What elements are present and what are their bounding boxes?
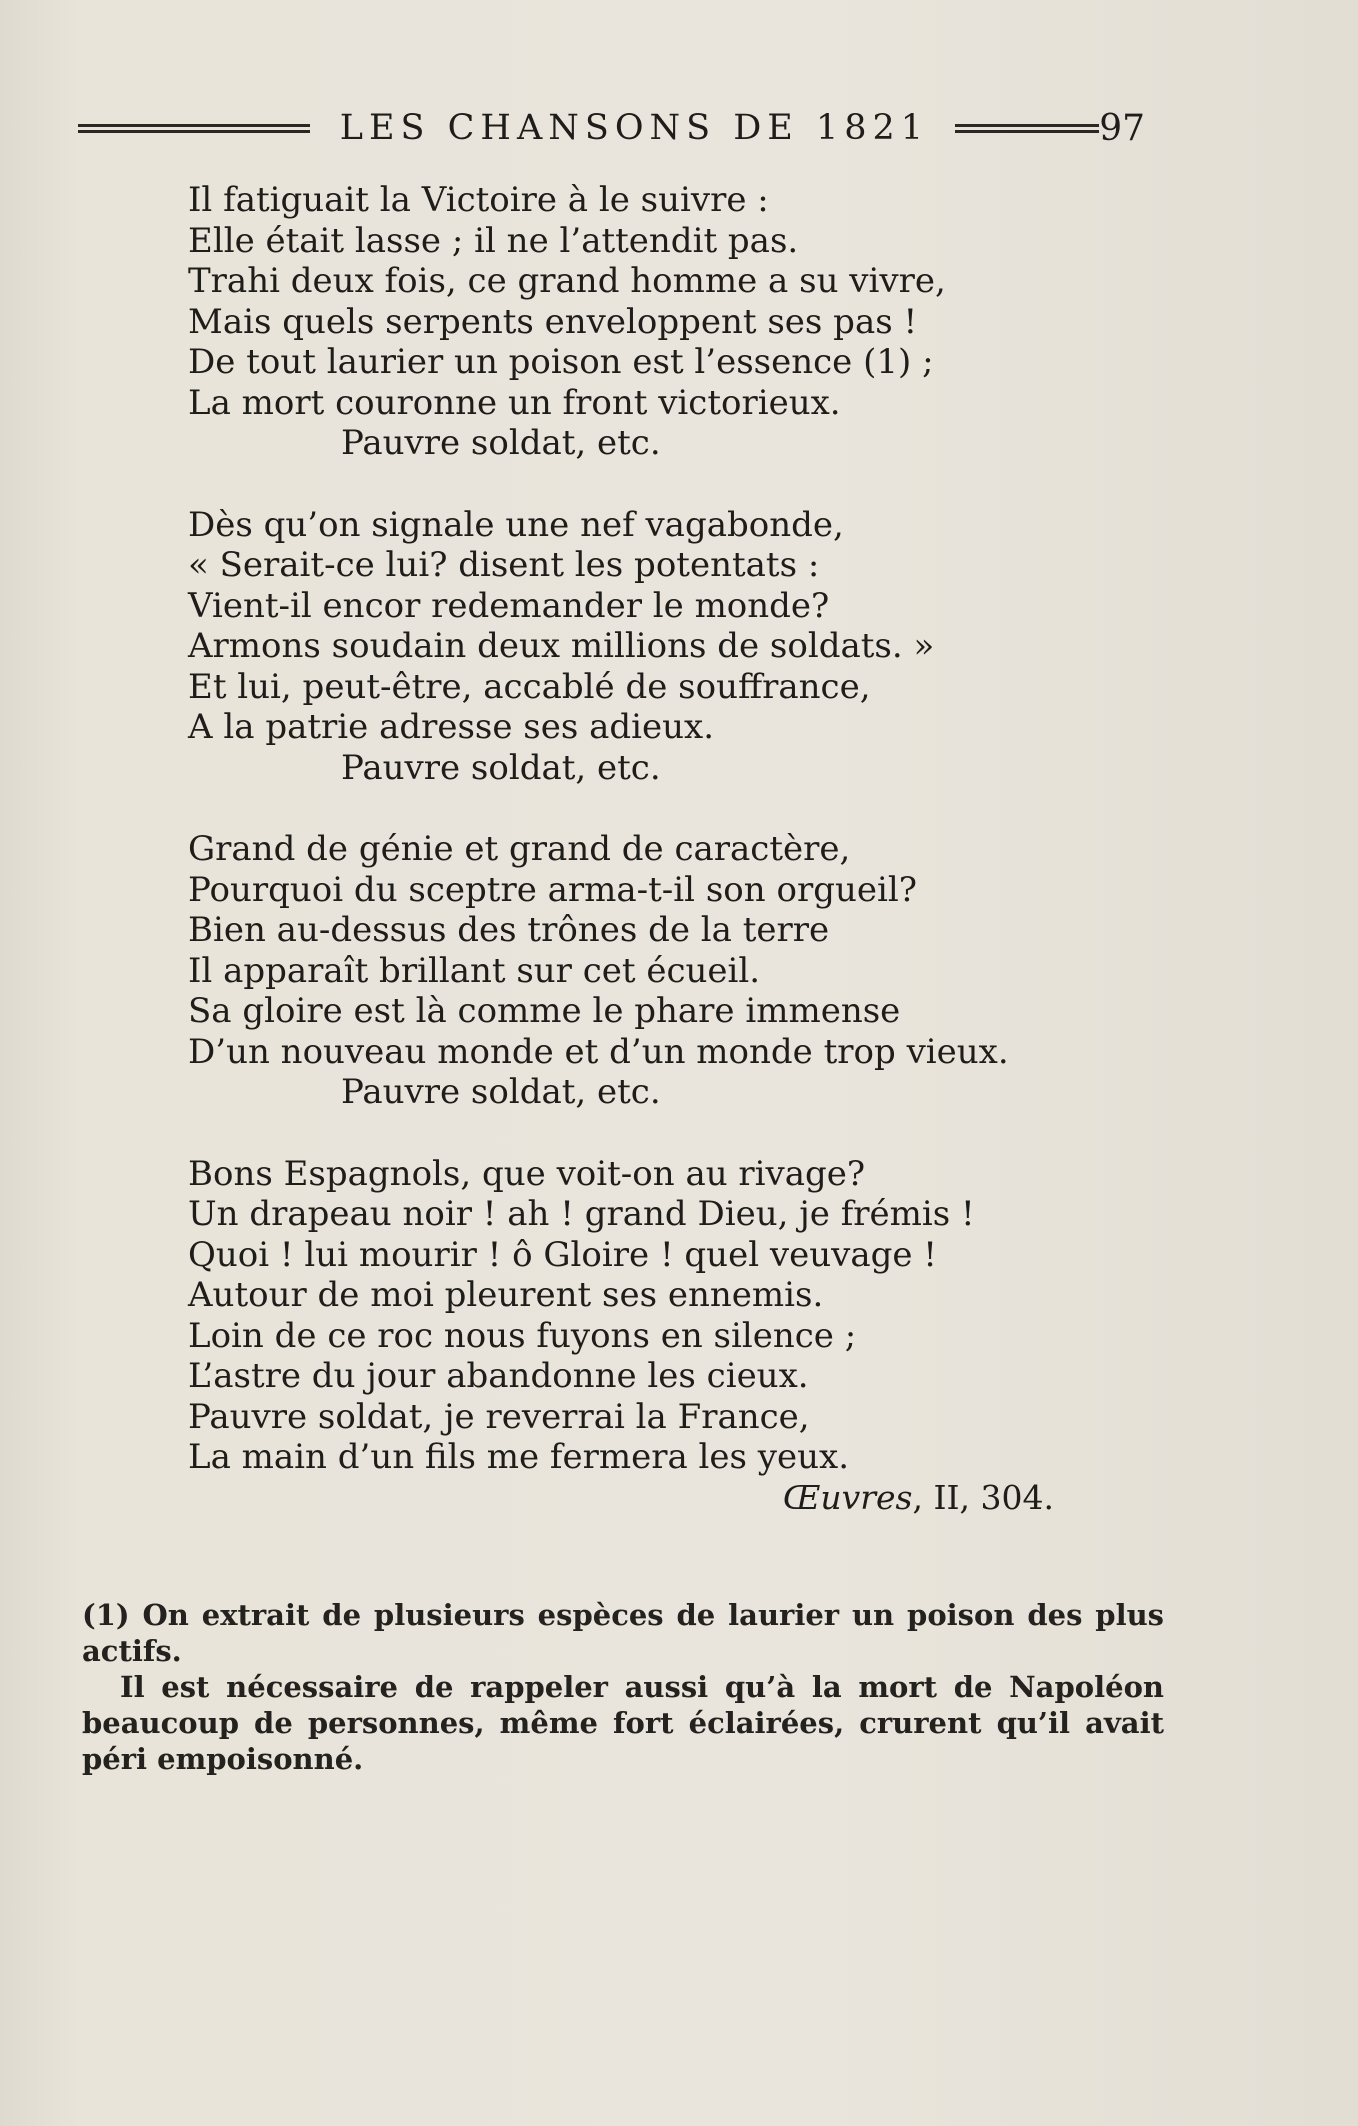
verse-line: Pourquoi du sceptre arma-t-il son orgueil? (188, 869, 917, 910)
verse-line: Quoi ! lui mourir ! ô Gloire ! quel veuvage ! (188, 1234, 937, 1275)
verse-line: La mort couronne un front victorieux. (188, 382, 841, 423)
verse-line: Vient-il encor redemander le monde? (188, 585, 830, 626)
verse-line: Pauvre soldat, je reverrai la France, (188, 1396, 810, 1437)
refrain-line: Pauvre soldat, etc. (341, 423, 661, 463)
verse-line: Trahi deux fois, ce grand homme a su vivre, (188, 261, 946, 301)
verse-line: Sa gloire est là comme le phare immense (188, 991, 901, 1031)
refrain-line: Pauvre soldat, etc. (341, 747, 661, 788)
stanza-1 (188, 180, 1088, 464)
refrain-line: Pauvre soldat, etc. (341, 1072, 661, 1112)
verse-line: « Serait-ce lui? disent les potentats : (188, 545, 820, 585)
stanza-4 (188, 1154, 1088, 1478)
verse-line: Grand de génie et grand de caractère, (188, 829, 851, 869)
verse-line: Bien au-dessus des trônes de la terre (188, 910, 830, 950)
footnote-paragraph: Il est nécessaire de rappeler aussi qu’à la mort de Napoléon beaucoup de personnes, même fort éclairées, crurent qu’il avait péri empoisonné. (82, 1670, 1164, 1776)
verse-line: Mais quels serpents enveloppent ses pas ! (188, 301, 918, 342)
running-title: LES CHANSONS DE 1821 (339, 108, 930, 148)
verse-line: Un drapeau noir ! ah ! grand Dieu, je frémis ! (188, 1194, 975, 1234)
verse-line: De tout laurier un poison est l’essence (1) ; (188, 342, 934, 382)
verse-line: L’astre du jour abandonne les cieux. (188, 1356, 809, 1396)
footnote (82, 1597, 1164, 1777)
verse-line: Autour de moi pleurent ses ennemis. (188, 1275, 824, 1315)
verse-line: Elle était lasse ; il ne l’attendit pas. (188, 220, 799, 261)
header-rule-right (955, 124, 1099, 133)
verse-line: Et lui, peut-être, accablé de souffrance, (188, 666, 871, 707)
attribution-work-title: Œuvres (782, 1478, 913, 1517)
verse-line: A la patrie adresse ses adieux. (188, 707, 715, 747)
running-header (78, 100, 1145, 156)
footnote-paragraph: (1) On extrait de plusieurs espèces de laurier un poison des plus actifs. (82, 1598, 1164, 1668)
verse-line: La main d’un fils me fermera les yeux. (188, 1437, 850, 1477)
poem (188, 180, 1088, 1519)
verse-line: Loin de ce roc nous fuyons en silence ; (188, 1315, 857, 1356)
page-number: 97 (1099, 107, 1145, 149)
verse-line: Dès qu’on signale une nef vagabonde, (188, 504, 844, 545)
header-rule-left (78, 124, 310, 133)
verse-line: D’un nouveau monde et d’un monde trop vieux. (188, 1031, 1009, 1072)
verse-line: Il apparaît brillant sur cet écueil. (188, 950, 761, 991)
stanza-2 (188, 505, 1088, 789)
attribution-reference: , II, 304. (912, 1478, 1054, 1517)
source-attribution (783, 1478, 1054, 1517)
verse-line: Bons Espagnols, que voit-on au rivage? (188, 1153, 866, 1194)
verse-line: Armons soudain deux millions de soldats. » (188, 626, 935, 666)
verse-line: Il fatiguait la Victoire à le suivre : (188, 180, 769, 220)
stanza-3 (188, 829, 1088, 1113)
